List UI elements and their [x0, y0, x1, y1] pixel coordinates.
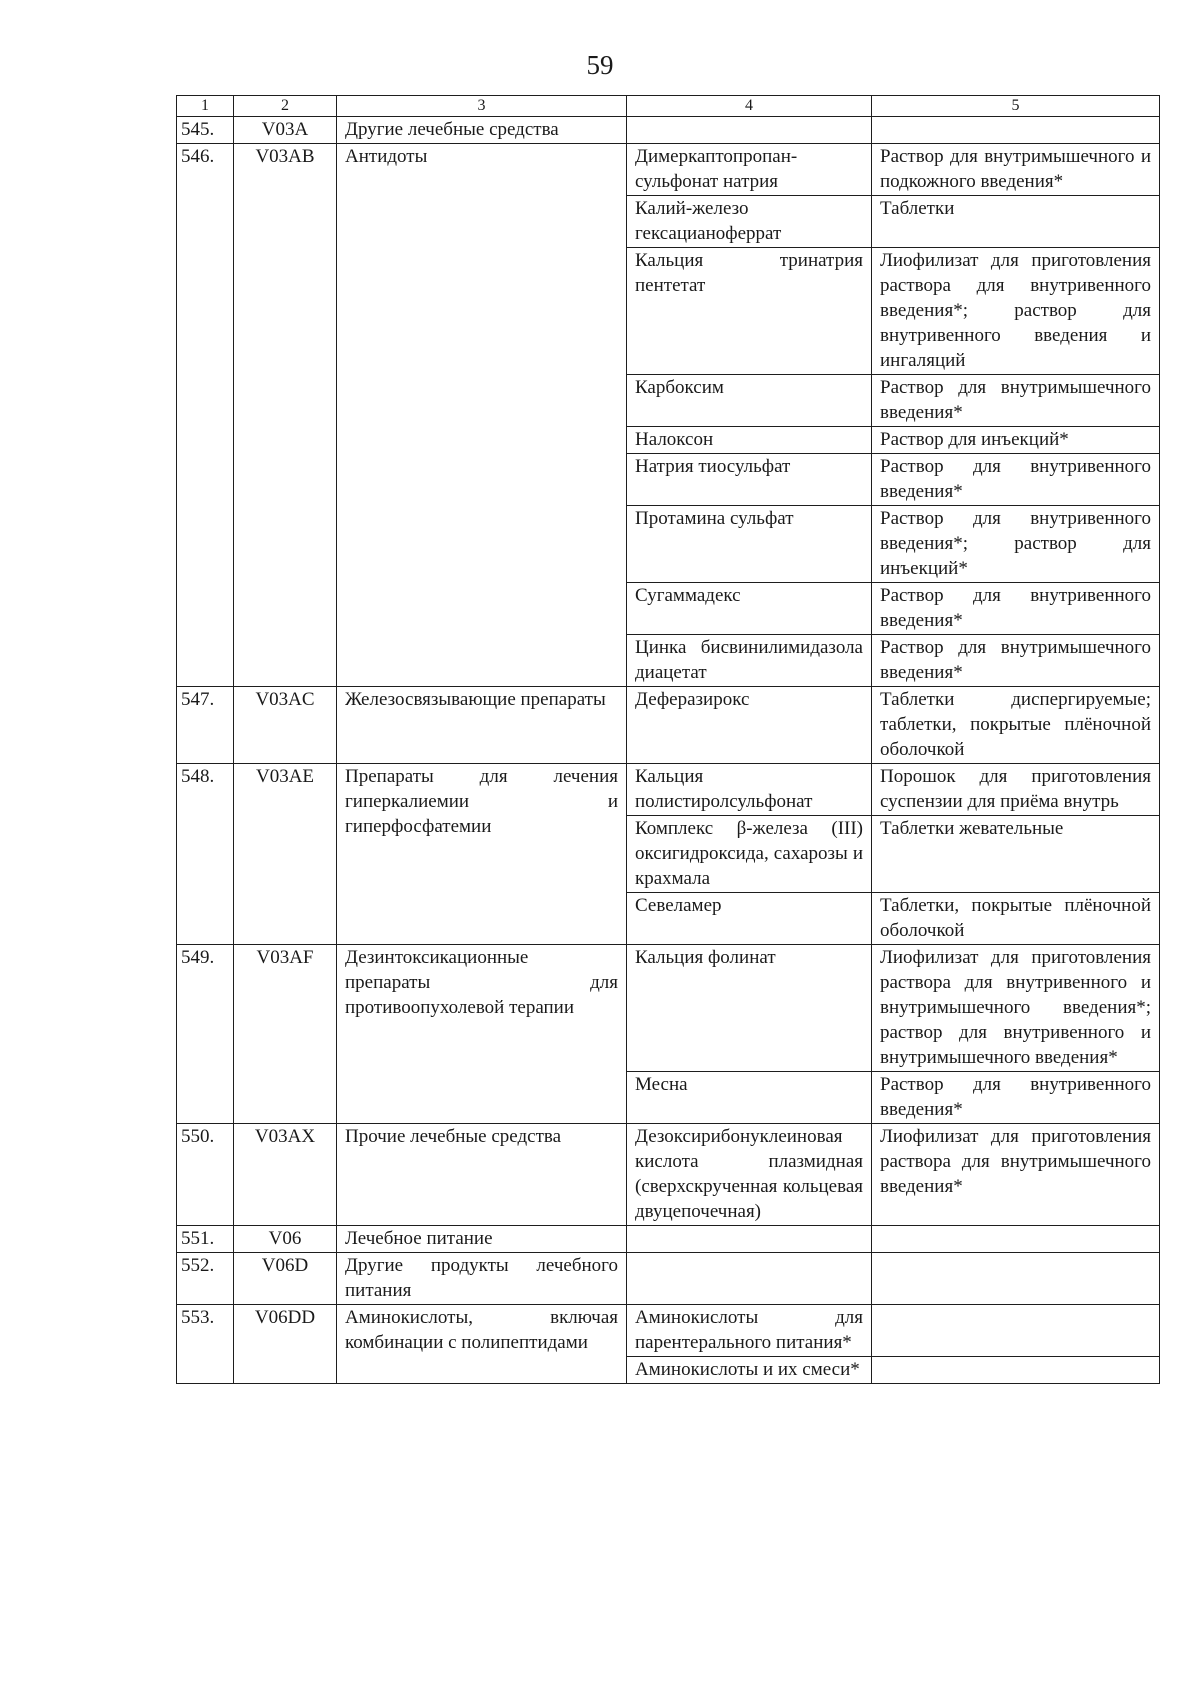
- drug-name: [627, 1253, 872, 1305]
- dosage-form: [872, 117, 1160, 144]
- drug-name: Карбоксим: [627, 375, 872, 427]
- row-number: 548.: [177, 764, 234, 945]
- row-number: 552.: [177, 1253, 234, 1305]
- column-header: 4: [627, 96, 872, 117]
- group-name: Другие лечебные средства: [337, 117, 627, 144]
- dosage-form: Раствор для внутривенного введения*; раствор для инъекций*: [872, 506, 1160, 583]
- drug-name: Налоксон: [627, 427, 872, 454]
- group-name: Другие продукты лечебного питания: [337, 1253, 627, 1305]
- dosage-form: [872, 1226, 1160, 1253]
- page-number: 59: [586, 50, 614, 80]
- drug-name: Димеркаптопропан-сульфонат натрия: [627, 144, 872, 196]
- dosage-form: Таблетки жевательные: [872, 816, 1160, 893]
- dosage-form: Раствор для внутримышечного введения*: [872, 375, 1160, 427]
- drug-name: Протамина сульфат: [627, 506, 872, 583]
- column-header: 5: [872, 96, 1160, 117]
- group-name: Железосвязывающие препараты: [337, 687, 627, 764]
- row-number: 545.: [177, 117, 234, 144]
- dosage-form: [872, 1357, 1160, 1384]
- dosage-form: [872, 1305, 1160, 1357]
- atc-code: V03AC: [234, 687, 337, 764]
- table-row: [177, 117, 1160, 144]
- dosage-form: Раствор для внутримышечного и подкожного введения*: [872, 144, 1160, 196]
- atc-code: V03AX: [234, 1124, 337, 1226]
- group-name: Дезинтоксикационные препараты для противоопухолевой терапии: [337, 945, 627, 1124]
- row-number: 547.: [177, 687, 234, 764]
- atc-code: V03A: [234, 117, 337, 144]
- dosage-form: Раствор для внутривенного введения*: [872, 454, 1160, 506]
- drug-name: [627, 1226, 872, 1253]
- dosage-form: Таблетки, покрытые плёночной оболочкой: [872, 893, 1160, 945]
- drug-name: Цинка бисвинилимидазола диацетат: [627, 635, 872, 687]
- dosage-form: Раствор для инъекций*: [872, 427, 1160, 454]
- drug-name: Севеламер: [627, 893, 872, 945]
- dosage-form: Лиофилизат для приготовления раствора для внутримышечного введения*: [872, 1124, 1160, 1226]
- drug-name: Аминокислоты для парентерального питания*: [627, 1305, 872, 1357]
- atc-code: V03AF: [234, 945, 337, 1124]
- group-name: Прочие лечебные средства: [337, 1124, 627, 1226]
- row-number: 546.: [177, 144, 234, 687]
- dosage-form: Раствор для внутримышечного введения*: [872, 635, 1160, 687]
- atc-code: V03AB: [234, 144, 337, 687]
- group-name: Аминокислоты, включая комбинации с полипептидами: [337, 1305, 627, 1384]
- dosage-form: Лиофилизат для приготовления раствора для внутривенного введения*; раствор для внутривенного введения и ингаляций: [872, 248, 1160, 375]
- drug-name: Комплекс β-железа (III) оксигидроксида, сахарозы и крахмала: [627, 816, 872, 893]
- dosage-form: [872, 1253, 1160, 1305]
- drug-name: [627, 117, 872, 144]
- drug-name: Натрия тиосульфат: [627, 454, 872, 506]
- table-row: [177, 144, 1160, 196]
- atc-code: V03AE: [234, 764, 337, 945]
- table-row: [177, 687, 1160, 764]
- dosage-form: Раствор для внутривенного введения*: [872, 583, 1160, 635]
- table-row: [177, 1305, 1160, 1357]
- atc-code: V06D: [234, 1253, 337, 1305]
- dosage-form: Порошок для приготовления суспензии для приёма внутрь: [872, 764, 1160, 816]
- column-header: 3: [337, 96, 627, 117]
- drug-name: Деферазирокс: [627, 687, 872, 764]
- group-name: Препараты для лечения гиперкалиемии и гиперфосфатемии: [337, 764, 627, 945]
- drug-name: Кальция тринатрия пентетат: [627, 248, 872, 375]
- drug-name: Дезоксирибонуклеиновая кислота плазмидная (сверхскрученная кольцевая двуцепочечная): [627, 1124, 872, 1226]
- table-row: [177, 1226, 1160, 1253]
- atc-code: V06DD: [234, 1305, 337, 1384]
- row-number: 549.: [177, 945, 234, 1124]
- table-row: [177, 945, 1160, 1072]
- drug-name: Кальция фолинат: [627, 945, 872, 1072]
- column-header: 2: [234, 96, 337, 117]
- dosage-form: Таблетки: [872, 196, 1160, 248]
- row-number: 553.: [177, 1305, 234, 1384]
- drug-name: Сугаммадекс: [627, 583, 872, 635]
- table-row: [177, 1253, 1160, 1305]
- dosage-form: Таблетки диспергируемые; таблетки, покрытые плёночной оболочкой: [872, 687, 1160, 764]
- row-number: 550.: [177, 1124, 234, 1226]
- table-row: [177, 1124, 1160, 1226]
- column-header: 1: [177, 96, 234, 117]
- atc-code: V06: [234, 1226, 337, 1253]
- row-number: 551.: [177, 1226, 234, 1253]
- dosage-form: Лиофилизат для приготовления раствора для внутривенного и внутримышечного введения*; раствор для внутривенного и внутримышечного введения*: [872, 945, 1160, 1072]
- drug-name: Калий-железо гексацианоферрат: [627, 196, 872, 248]
- drug-name: Кальция полистиролсульфонат: [627, 764, 872, 816]
- drug-name: Аминокислоты и их смеси*: [627, 1357, 872, 1384]
- group-name: Лечебное питание: [337, 1226, 627, 1253]
- table-header-row: [177, 96, 1160, 117]
- drug-table: [176, 95, 1160, 1384]
- group-name: Антидоты: [337, 144, 627, 687]
- table-row: [177, 764, 1160, 816]
- drug-name: Месна: [627, 1072, 872, 1124]
- dosage-form: Раствор для внутривенного введения*: [872, 1072, 1160, 1124]
